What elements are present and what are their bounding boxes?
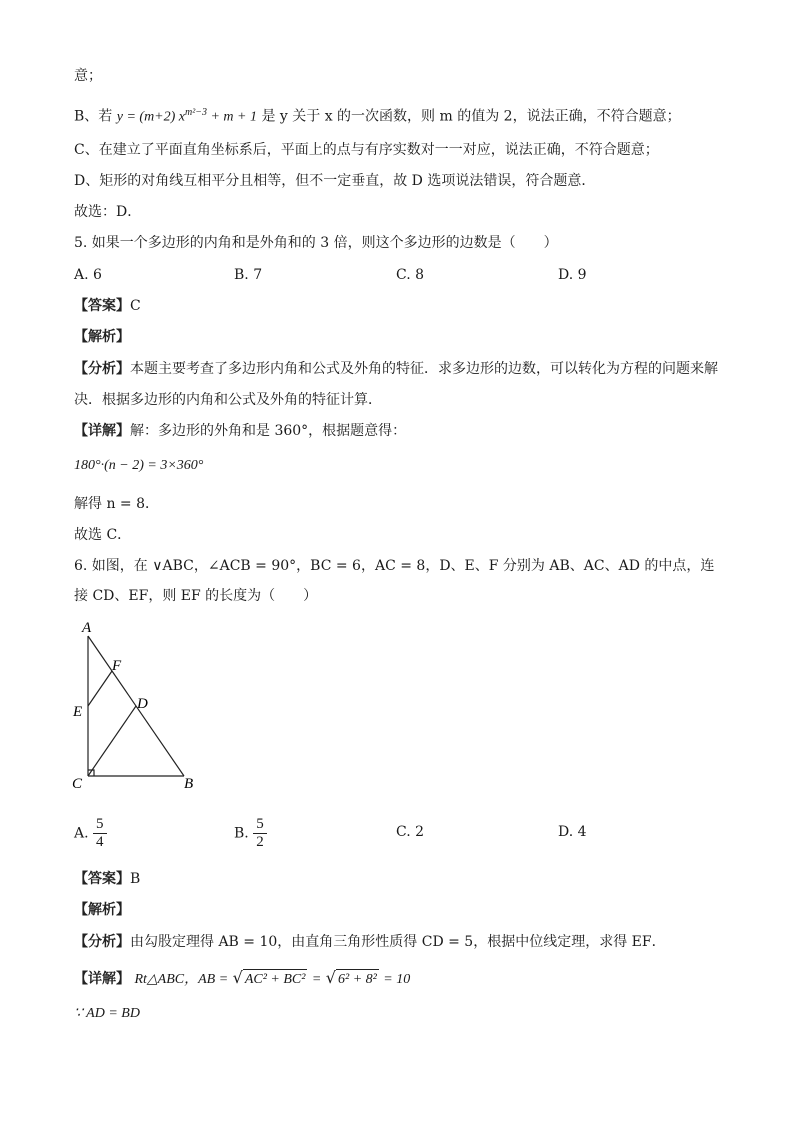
radicand: AC² + BC² — [243, 969, 308, 990]
result: = 10 — [383, 972, 411, 987]
label-a: A — [82, 620, 92, 636]
detail-text: 解：多边形的外角和是 360°，根据题意得： — [130, 423, 407, 439]
triangle-figure — [66, 616, 206, 796]
option-value: 4 — [577, 824, 587, 840]
math-exponent: m²−3 — [185, 107, 207, 118]
q6-since: ∵ AD = BD — [74, 1006, 140, 1021]
q5-equation: 180°·(n − 2) = 3×360° — [74, 458, 204, 473]
option-letter: B. — [234, 825, 249, 842]
fenxi-tag: 【分析】 — [74, 934, 130, 950]
q5-choose: 故选 C． — [74, 527, 132, 543]
detail-tag: 【详解】 — [74, 423, 130, 439]
analysis-tag: 【解析】 — [74, 902, 130, 918]
answer-tag: 【答案】 — [74, 871, 130, 887]
label-f: F — [112, 658, 122, 674]
label-d: D — [137, 696, 148, 712]
numerator: 5 — [93, 816, 107, 834]
q5-answer — [74, 296, 141, 316]
option-value: 2 — [415, 824, 425, 840]
q5-option-b: B. 7 — [234, 267, 263, 283]
option-letter: D. — [558, 824, 574, 840]
question-6-stem-2: 接 CD、EF，则 EF 的长度为（ ） — [74, 588, 318, 604]
q5-detail — [74, 421, 406, 441]
q5-fenxi-2: 决．根据多边形的内角和公式及外角的特征计算． — [74, 392, 382, 408]
answer-value: C — [130, 298, 141, 314]
fraction — [93, 816, 107, 851]
fenxi-text: 由勾股定理得 AB = 10，由直角三角形性质得 CD = 5，根据中位线定理，求得 EF． — [130, 934, 666, 950]
question-6-stem-1: 6. 如图，在 ∨ABC，∠ACB = 90°，BC = 6，AC = 8，D、E、F 分别为 AB、AC、AD 的中点，连 — [74, 558, 715, 574]
q6-fenxi — [74, 932, 666, 952]
q6-option-c — [396, 822, 424, 842]
radical-sign: √ — [232, 968, 243, 987]
math-expression-tail: + m + 1 — [206, 109, 257, 125]
text-line-c: C、在建立了平面直角坐标系后，平面上的点与有序实数对一一对应，说法正确，不符合题意； — [74, 142, 659, 158]
q5-fenxi-1 — [74, 359, 718, 379]
option-prefix: B、若 — [74, 108, 113, 125]
text-line: 意； — [74, 68, 102, 84]
text-line-choose: 故选：D． — [74, 204, 142, 220]
q5-option-c: C. 8 — [396, 267, 425, 283]
q5-option-d: D. 9 — [558, 267, 587, 283]
segment-cd — [88, 706, 136, 776]
q6-option-a — [74, 816, 107, 851]
radical-sign: √ — [325, 968, 336, 987]
text-line-d: D、矩形的对角线互相平分且相等，但不一定垂直，故 D 选项说法错误，符合题意． — [74, 173, 596, 189]
q6-detail — [74, 968, 410, 990]
radicand: 6² + 8² — [336, 969, 379, 990]
label-c: C — [72, 776, 83, 792]
answer-value: B — [130, 871, 141, 887]
option-text: 是 y 关于 x 的一次函数，则 m 的值为 2，说法正确，不符合题意； — [261, 108, 681, 125]
denominator: 2 — [256, 834, 264, 850]
fenxi-tag: 【分析】 — [74, 361, 130, 377]
answer-tag: 【答案】 — [74, 298, 130, 314]
detail-text: Rt△ABC，AB = — [134, 972, 229, 987]
fenxi-text: 本题主要考查了多边形内角和公式及外角的特征．求多边形的边数，可以转化为方程的问题来解 — [130, 361, 718, 377]
q5-option-a: A. 6 — [74, 267, 102, 283]
label-b: B — [184, 776, 194, 792]
text-line-b — [74, 103, 681, 128]
analysis-tag: 【解析】 — [74, 329, 130, 345]
question-5-stem: 5. 如果一个多边形的内角和是外角和的 3 倍，则这个多边形的边数是（ ） — [74, 235, 558, 251]
option-letter: A. — [74, 825, 89, 842]
option-letter: C. — [396, 824, 411, 840]
q5-solve: 解得 n = 8． — [74, 496, 160, 512]
label-e: E — [73, 704, 83, 720]
q6-option-d — [558, 822, 587, 842]
q6-option-b — [234, 816, 267, 851]
equals-sign: = — [311, 972, 322, 987]
numerator: 5 — [253, 816, 267, 834]
q6-answer — [74, 869, 140, 889]
q5-analysis-tag — [74, 327, 130, 347]
segment-ef — [88, 671, 112, 706]
detail-tag: 【详解】 — [74, 971, 130, 987]
denominator: 4 — [96, 834, 104, 850]
fraction — [253, 816, 267, 851]
math-expression: y = (m+2) x — [116, 109, 186, 125]
q6-analysis-tag — [74, 900, 130, 920]
